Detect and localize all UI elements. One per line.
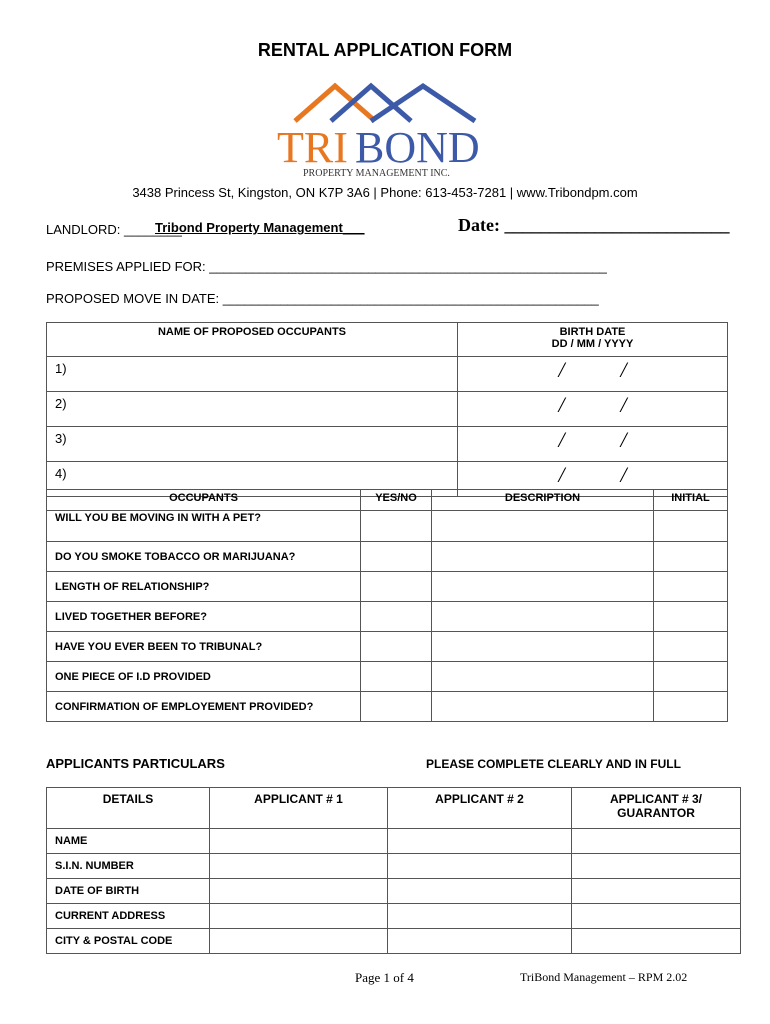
birthdate-label: BIRTH DATE bbox=[559, 326, 626, 338]
applicant-2-cell[interactable] bbox=[388, 854, 572, 879]
question-label: CONFIRMATION OF EMPLOYEMENT PROVIDED? bbox=[47, 692, 361, 722]
yes-no-cell[interactable] bbox=[361, 662, 432, 692]
table-header-row bbox=[47, 788, 741, 829]
table-row bbox=[47, 829, 741, 854]
yes-no-cell[interactable] bbox=[361, 632, 432, 662]
yes-no-cell[interactable] bbox=[361, 602, 432, 632]
table-row bbox=[47, 632, 728, 662]
date-field[interactable]: Date: _________________________ bbox=[458, 215, 730, 235]
question-label: HAVE YOU EVER BEEN TO TRIBUNAL? bbox=[47, 632, 361, 662]
description-cell[interactable] bbox=[432, 692, 654, 722]
description-cell[interactable] bbox=[432, 572, 654, 602]
initial-cell[interactable] bbox=[654, 662, 728, 692]
birthdate-format: DD / MM / YYYY bbox=[551, 338, 634, 350]
description-cell[interactable] bbox=[432, 632, 654, 662]
initial-cell[interactable] bbox=[654, 632, 728, 662]
description-cell[interactable] bbox=[432, 602, 654, 632]
applicant-2-cell[interactable] bbox=[388, 879, 572, 904]
table-row bbox=[47, 511, 728, 542]
initial-cell[interactable] bbox=[654, 572, 728, 602]
col-header-applicant-2: APPLICANT # 2 bbox=[388, 788, 572, 829]
birthdate-cell-1[interactable] bbox=[458, 357, 728, 392]
col-header-occupants: OCCUPANTS bbox=[47, 490, 361, 511]
tribond-logo bbox=[273, 78, 493, 178]
applicant-1-cell[interactable] bbox=[210, 879, 388, 904]
col-header-applicant-1: APPLICANT # 1 bbox=[210, 788, 388, 829]
table-row bbox=[47, 572, 728, 602]
applicant-1-cell[interactable] bbox=[210, 929, 388, 954]
detail-label: DATE OF BIRTH bbox=[47, 879, 210, 904]
col-header-birthdate bbox=[458, 323, 728, 357]
detail-label: S.I.N. NUMBER bbox=[47, 854, 210, 879]
premises-field[interactable]: PREMISES APPLIED FOR: _______________________________________________________ bbox=[46, 259, 607, 274]
table-row bbox=[47, 904, 741, 929]
table-row bbox=[47, 357, 728, 392]
question-label: LIVED TOGETHER BEFORE? bbox=[47, 602, 361, 632]
initial-cell[interactable] bbox=[654, 542, 728, 572]
table-row bbox=[47, 662, 728, 692]
initial-cell[interactable] bbox=[654, 692, 728, 722]
slash: / bbox=[558, 462, 565, 487]
occupant-name-cell-4[interactable]: 4) bbox=[47, 462, 458, 497]
slash: / bbox=[620, 357, 627, 382]
col-header-details: DETAILS bbox=[47, 788, 210, 829]
description-cell[interactable] bbox=[432, 662, 654, 692]
table-row bbox=[47, 929, 741, 954]
landlord-prefix: LANDLORD: ________ bbox=[46, 222, 182, 237]
applicant-3-cell[interactable] bbox=[572, 854, 741, 879]
initial-cell[interactable] bbox=[654, 602, 728, 632]
applicant-3-cell[interactable] bbox=[572, 879, 741, 904]
svg-text:TRI: TRI bbox=[277, 123, 348, 172]
occupant-name-cell-2[interactable]: 2) bbox=[47, 392, 458, 427]
slash: / bbox=[558, 357, 565, 382]
occupant-name-cell-3[interactable]: 3) bbox=[47, 427, 458, 462]
table-row bbox=[47, 854, 741, 879]
question-label: WILL YOU BE MOVING IN WITH A PET? bbox=[47, 511, 361, 542]
applicant-1-cell[interactable] bbox=[210, 904, 388, 929]
description-cell[interactable] bbox=[432, 511, 654, 542]
applicant-3-label: APPLICANT # 3/ bbox=[609, 792, 702, 806]
yes-no-cell[interactable] bbox=[361, 511, 432, 542]
table-row bbox=[47, 879, 741, 904]
slash: / bbox=[558, 392, 565, 417]
table-row bbox=[47, 392, 728, 427]
applicants-table bbox=[46, 787, 741, 954]
landlord-trail: ___ bbox=[342, 220, 365, 235]
question-label: LENGTH OF RELATIONSHIP? bbox=[47, 572, 361, 602]
applicants-instruction: PLEASE COMPLETE CLEARLY AND IN FULL bbox=[426, 757, 681, 771]
detail-label: CURRENT ADDRESS bbox=[47, 904, 210, 929]
birthdate-cell-3[interactable] bbox=[458, 427, 728, 462]
col-header-applicant-3 bbox=[572, 788, 741, 829]
applicants-heading: APPLICANTS PARTICULARS bbox=[46, 756, 225, 771]
question-label: ONE PIECE OF I.D PROVIDED bbox=[47, 662, 361, 692]
contact-line: 3438 Princess St, Kingston, ON K7P 3A6 | Phone: 613-453-7281 | www.Tribondpm.com bbox=[132, 185, 638, 200]
applicant-3-cell[interactable] bbox=[572, 929, 741, 954]
applicant-1-cell[interactable] bbox=[210, 854, 388, 879]
landlord-value: Tribond Property Management bbox=[155, 220, 343, 235]
table-row bbox=[47, 542, 728, 572]
applicant-2-cell[interactable] bbox=[388, 829, 572, 854]
slash: / bbox=[620, 427, 627, 452]
question-label: DO YOU SMOKE TOBACCO OR MARIJUANA? bbox=[47, 542, 361, 572]
table-header-row bbox=[47, 490, 728, 511]
table-header-row bbox=[47, 323, 728, 357]
applicant-1-cell[interactable] bbox=[210, 829, 388, 854]
slash: / bbox=[620, 462, 627, 487]
landlord-field[interactable] bbox=[155, 220, 365, 235]
applicant-3-cell[interactable] bbox=[572, 904, 741, 929]
applicant-2-cell[interactable] bbox=[388, 929, 572, 954]
initial-cell[interactable] bbox=[654, 511, 728, 542]
occupant-questions-table bbox=[46, 489, 728, 722]
guarantor-label: GUARANTOR bbox=[617, 806, 695, 820]
col-header-yes-no: YES/NO bbox=[361, 490, 432, 511]
yes-no-cell[interactable] bbox=[361, 542, 432, 572]
occupants-table bbox=[46, 322, 728, 497]
footer-reference: TriBond Management – RPM 2.02 bbox=[520, 970, 688, 984]
form-title: RENTAL APPLICATION FORM bbox=[257, 40, 513, 60]
svg-text:BOND: BOND bbox=[355, 123, 480, 172]
move-in-date-field[interactable]: PROPOSED MOVE IN DATE: ____________________________________________________ bbox=[46, 291, 599, 306]
detail-label: NAME bbox=[47, 829, 210, 854]
detail-label: CITY & POSTAL CODE bbox=[47, 929, 210, 954]
occupant-name-cell-1[interactable]: 1) bbox=[47, 357, 458, 392]
description-cell[interactable] bbox=[432, 542, 654, 572]
applicant-2-cell[interactable] bbox=[388, 904, 572, 929]
table-row bbox=[47, 692, 728, 722]
birthdate-cell-2[interactable] bbox=[458, 392, 728, 427]
col-header-name: NAME OF PROPOSED OCCUPANTS bbox=[47, 323, 458, 357]
table-row bbox=[47, 602, 728, 632]
slash: / bbox=[558, 427, 565, 452]
yes-no-cell[interactable] bbox=[361, 692, 432, 722]
applicant-3-cell[interactable] bbox=[572, 829, 741, 854]
slash: / bbox=[620, 392, 627, 417]
table-row bbox=[47, 427, 728, 462]
col-header-initial: INITIAL bbox=[654, 490, 728, 511]
page-number: Page 1 of 4 bbox=[355, 970, 414, 985]
svg-text:PROPERTY MANAGEMENT INC.: PROPERTY MANAGEMENT INC. bbox=[303, 168, 450, 178]
col-header-description: DESCRIPTION bbox=[432, 490, 654, 511]
yes-no-cell[interactable] bbox=[361, 572, 432, 602]
